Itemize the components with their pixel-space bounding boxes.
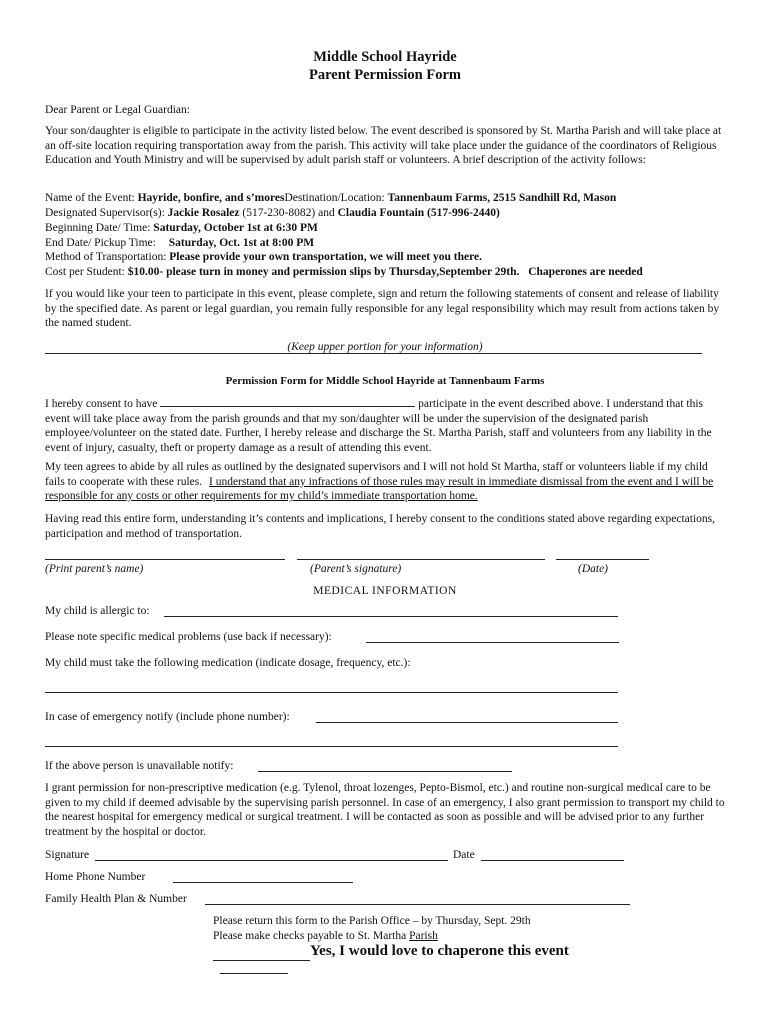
event-name-label: Name of the Event: (45, 192, 135, 204)
home-phone-field[interactable] (173, 882, 353, 883)
begin-label: Beginning Date/ Time: (45, 222, 151, 234)
end-row (45, 236, 314, 250)
destination-value: Tannenbaum Farms, 2515 Sandhill Rd, Mason (387, 192, 617, 204)
medical-grant-paragraph: I grant permission for non-prescriptive medication (e.g. Tylenol, throat lozenges, Pepto-Bismol, etc.) and routine non-surgical medical care to be given to my child if deemed advisable by the supervising parish personnel. In case of an emergency, I also grant permission to transport my child to the nearest hospital for emergency medical or surgical treatment. I will be contacted as soon as possible and will be advised prior to any further treatment by the hospital or doctor. (45, 782, 725, 838)
checks-note-start: Please make checks payable to St. Martha (213, 930, 407, 942)
date-label: (Date) (578, 563, 609, 575)
medical-date-label: Date (453, 849, 475, 861)
chaperone-name-line[interactable] (220, 973, 288, 974)
unavailable-label: If the above person is unavailable notify: (45, 760, 234, 772)
unavailable-field[interactable] (258, 771, 512, 772)
allergic-field[interactable] (164, 616, 618, 617)
medical-problems-field[interactable] (366, 642, 619, 643)
chaperone-volunteer-text: Yes, I would love to chaperone this event (310, 943, 569, 959)
medical-signature-label: Signature (45, 849, 90, 861)
cost-label: Cost per Student: (45, 266, 125, 278)
supervisor-label: Designated Supervisor(s): (45, 207, 165, 219)
medical-problems-label: Please note specific medical problems (use back if necessary): (45, 631, 332, 643)
consent-p1-rest: participate in the event described above. I understand that this event will take place away from the parish grounds and that my son/daughter will be under the supervision of the designated parish employee/volunteer on the stated date. Further, I hereby release and discharge the St. Martha Parish, staff and volunteers from any liability in the event of injury, casualty, theft or property damage as a result of attending this event. (45, 398, 712, 454)
medical-date-field[interactable] (481, 860, 624, 861)
parent-signature-line[interactable] (297, 559, 545, 560)
emergency-label: In case of emergency notify (include phone number): (45, 711, 290, 723)
event-name-row (45, 191, 616, 205)
begin-row (45, 221, 318, 235)
transport-value: Please provide your own transportation, we will meet you there. (169, 251, 482, 263)
consent-p1-start: I hereby consent to have (45, 398, 158, 410)
intro-paragraph: Your son/daughter is eligible to participate in the activity listed below. The event described is sponsored by St. Martha Parish and will take place at an off-site location requiring transportation away from the parish. This activity will take place under the guidance of the coordinators of Religious Education and Youth Ministry and will be supervised by adult parish staff or volunteers. A brief description of the activity follows: (45, 125, 722, 167)
return-note: Please return this form to the Parish Office – by Thursday, Sept. 29th (213, 915, 531, 927)
consent-paragraph-2 (45, 460, 730, 504)
cost-row (45, 265, 643, 279)
consent-p2-plain: My teen agrees to abide by all rules as outlined by the designated supervisors and I will not hold St Martha, staff or volunteers liable if my child fails to cooperate with these rules. (45, 461, 708, 488)
form-title-line1: Middle School Hayride (313, 49, 457, 65)
consent-p2-underlined: I understand that any infractions of those rules may result in immediate dismissal from the event and I will be responsible for any costs or other requirements for my child’s immediate transportation home. (45, 475, 714, 503)
health-plan-label: Family Health Plan & Number (45, 893, 187, 905)
checks-note-parish: Parish (409, 930, 438, 942)
event-name-value: Hayride, bonfire, and s’mores (137, 192, 285, 204)
student-name-blank[interactable] (160, 396, 415, 407)
medication-label: My child must take the following medication (indicate dosage, frequency, etc.): (45, 657, 411, 669)
emergency-field-2[interactable] (45, 746, 618, 747)
health-plan-field[interactable] (205, 904, 630, 905)
consent-paragraph-1 (45, 396, 730, 455)
end-label: End Date/ Pickup Time: (45, 237, 156, 249)
supervisor1-name: Jackie Rosalez (167, 207, 240, 219)
supervisor1-phone: (517-230-8082) and (242, 207, 335, 219)
medical-signature-field[interactable] (95, 860, 448, 861)
supervisor2-name: Claudia Fountain (517-996-2440) (337, 207, 500, 219)
form-title-line2: Parent Permission Form (309, 67, 461, 83)
supervisor-row (45, 206, 500, 220)
greeting: Dear Parent or Legal Guardian: (45, 104, 190, 116)
print-name-line[interactable] (45, 559, 285, 560)
medical-heading: MEDICAL INFORMATION (313, 585, 457, 597)
checks-note (213, 929, 486, 943)
destination-label: Destination/Location: (284, 192, 385, 204)
emergency-field-1[interactable] (316, 722, 618, 723)
keep-upper-note: (Keep upper portion for your information) (287, 341, 483, 353)
permission-form-title: Permission Form for Middle School Hayride at Tannenbaum Farms (225, 375, 545, 387)
cost-value: $10.00- please turn in money and permission slips by Thursday,September 29th. (127, 266, 520, 278)
parent-signature-label: (Parent’s signature) (310, 563, 402, 575)
home-phone-label: Home Phone Number (45, 871, 146, 883)
chaperones-needed: Chaperones are needed (528, 266, 643, 278)
chaperone-checkbox-line[interactable] (213, 960, 310, 961)
transport-row (45, 250, 482, 264)
medication-field[interactable] (45, 692, 618, 693)
consent-paragraph-3: Having read this entire form, understanding it’s contents and implications, I hereby consent to the conditions stated above regarding expectations, participation and method of transportation. (45, 513, 716, 540)
consent-intro-paragraph: If you would like your teen to participate in this event, please complete, sign and return the following statements of consent and release of liability by the specified date. As parent or legal guardian, you remain fully responsible for any legal responsibility which may result from actions taken by the named student. (45, 288, 720, 330)
end-value: Saturday, Oct. 1st at 8:00 PM (168, 237, 315, 249)
transport-label: Method of Transportation: (45, 251, 167, 263)
allergic-label: My child is allergic to: (45, 605, 150, 617)
print-name-label: (Print parent’s name) (45, 563, 144, 575)
begin-value: Saturday, October 1st at 6:30 PM (153, 222, 318, 234)
date-line[interactable] (556, 559, 649, 560)
